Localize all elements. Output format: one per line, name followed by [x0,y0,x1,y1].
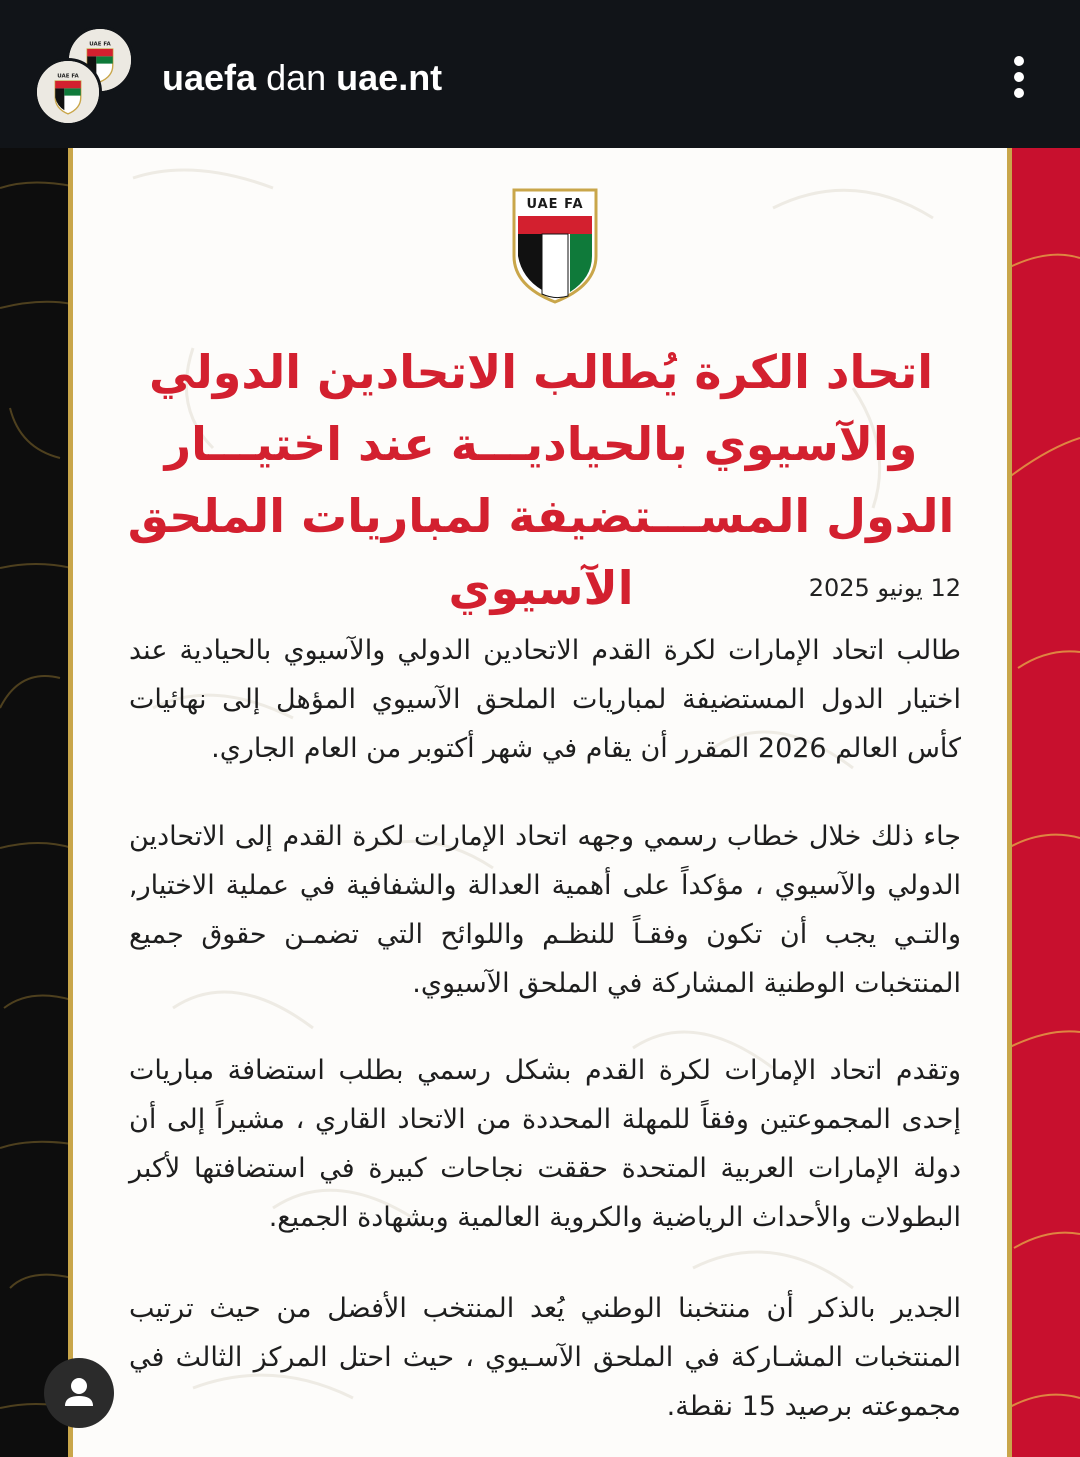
post-header [0,0,1080,148]
paragraph-4: الجدير بالذكر أن منتخبنا الوطني يُعد المنتخب الأفضل من حيث ترتيب المنتخبات المشـاركة في الملحق الآسـيوي ، حيث احتل المركز الثالث في مجموعته برصيد 15 نقطة. [129,1293,961,1422]
uaent-shield-icon [37,61,99,123]
right-pattern-decor [1008,148,1080,1457]
paragraph-2: جاء ذلك خلال خطاب رسمي وجهه اتحاد الإمارات لكرة القدم إلى الاتحادين الدولي والآسيوي ، مؤكداً على أهمية العدالة والشفافية في عملية الاختيار, والتـي يجب أن تكون وفقـاً للنظـم واللوائح التي تضمـن حقوق جميع المنتخبات الوطنية المشاركة في الملحق الآسيوي. [129,821,961,999]
account-connector: dan [266,57,327,98]
paragraph-1: طالب اتحاد الإمارات لكرة القدم الاتحادين الدولي والآسيوي بالحيادية عند اختيار الدول المستضيفة لمباريات الملحق الآسيوي المؤهل إلى نهائيات كأس العالم 2026 المقرر أن يقام في شهر أكتوبر من العام الجاري. [129,635,961,764]
logo-text: UAE FA [526,197,584,212]
uaefa-logo [510,186,600,304]
uaefa-shield-logo-icon [510,186,600,304]
post-accounts[interactable] [162,56,442,100]
post-title: اتحاد الكرة يُطالب الاتحادين الدولي والآسيوي بالحياديـــة عند اختيـــار الدول المســـتضيفة لمباريات الملحق الآسيوي [127,345,955,615]
collab-avatars[interactable] [34,26,144,126]
more-vertical-icon[interactable] [1000,52,1040,102]
left-pattern-decor [0,148,72,1457]
post-date: 12 يونيو 2025 [808,574,961,602]
avatar-logo-text: UAE FA [89,41,111,48]
avatar-uaent[interactable] [34,58,102,126]
account-secondary[interactable]: uae.nt [336,57,443,98]
left-decor-panel [0,148,72,1457]
post-image-card [68,148,1012,1457]
avatar-logo-text-2: UAE FA [57,73,79,80]
user-icon [44,1358,114,1428]
paragraph-3: وتقدم اتحاد الإمارات لكرة القدم بشكل رسمي بطلب استضافة مباريات إحدى المجموعتين وفقاً للمهلة المحددة من الاتحاد القاري ، مشيراً إلى أن دولة الإمارات العربية المتحدة حققت نجاحات كبيرة في استضافتها لأكبر البطولات والأحداث الرياضية والكروية العالمية وبشهادة الجميع. [129,1055,961,1233]
tagged-users-button[interactable] [44,1358,114,1428]
account-primary[interactable]: uaefa [162,57,257,98]
right-decor-panel [1008,148,1080,1457]
